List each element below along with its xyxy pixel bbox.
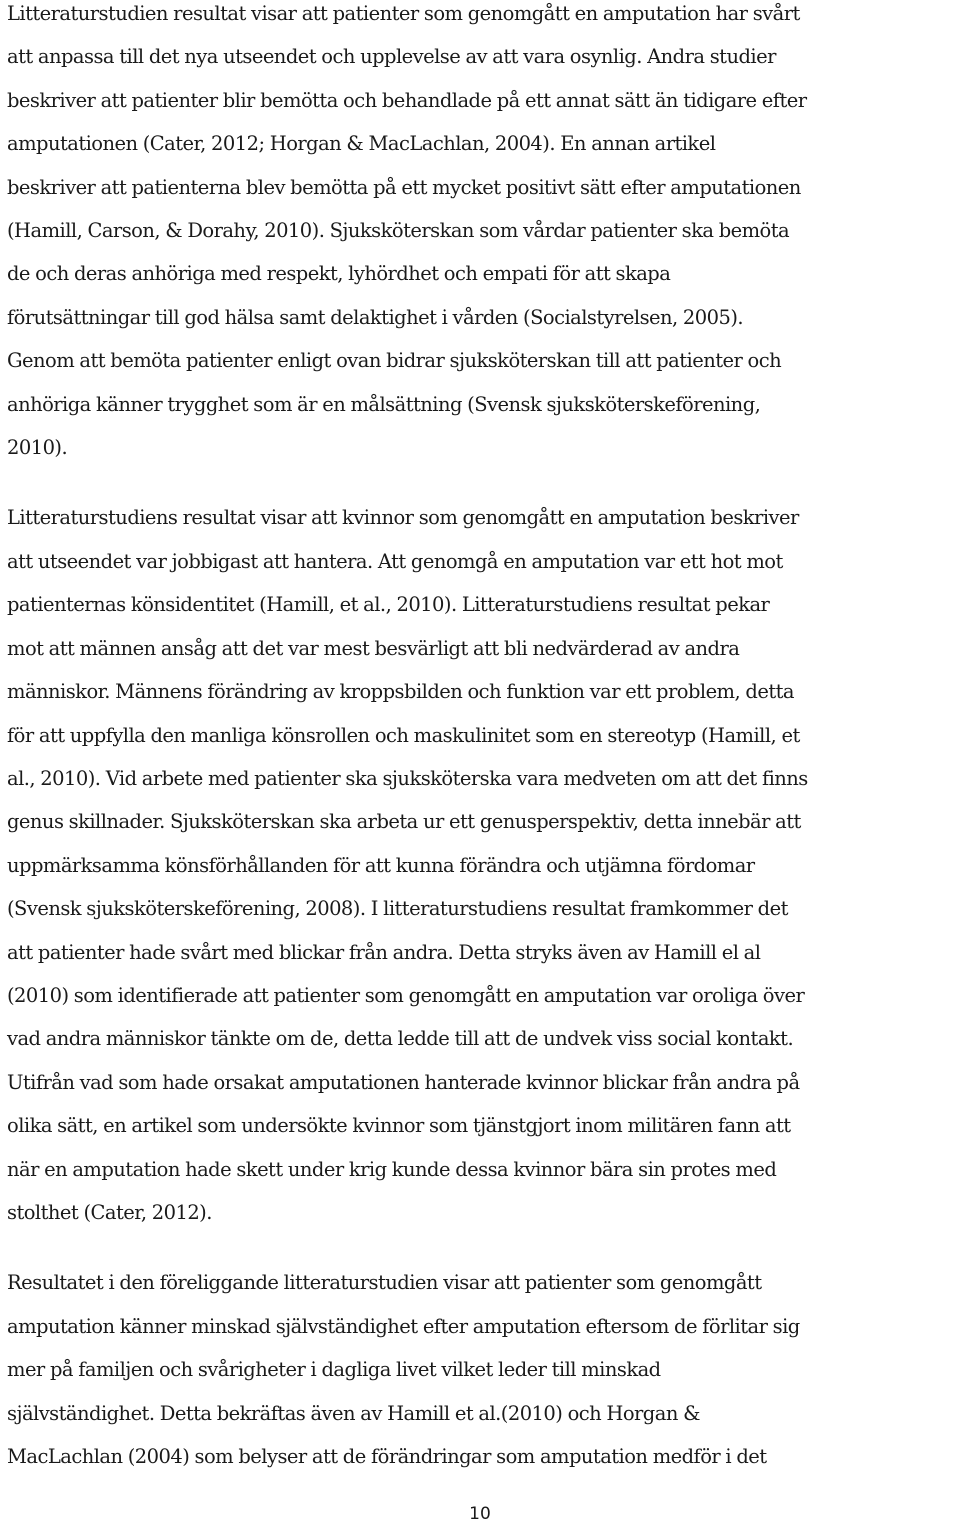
text-line: 2010). [7, 436, 68, 460]
text-line: al., 2010). Vid arbete med patienter ska sjuksköterska vara medveten om att det finns [7, 766, 808, 790]
text-line: beskriver att patienter blir bemötta och behandlade på ett annat sätt än tidigare efter [7, 88, 807, 112]
text-line: Litteraturstudien resultat visar att patienter som genomgått en amputation har svårt [7, 2, 800, 25]
text-line: förutsättningar till god hälsa samt delaktighet i vården (Socialstyrelsen, 2005). [7, 305, 744, 329]
paragraph-1 [7, 0, 955, 469]
text-line: amputation känner minskad självständighet efter amputation eftersom de förlitar sig [7, 1314, 800, 1338]
text-line: beskriver att patienterna blev bemötta på ett mycket positivt sätt efter amputationen [7, 175, 801, 199]
text-line: (Svensk sjuksköterskeförening, 2008). I litteraturstudiens resultat framkommer det [7, 897, 788, 921]
text-line: vad andra människor tänkte om de, detta ledde till att de undvek viss social kontakt. [7, 1027, 794, 1051]
document-body [7, 0, 955, 1478]
text-line: de och deras anhöriga med respekt, lyhördhet och empati för att skapa [7, 262, 671, 286]
text-line: stolthet (Cater, 2012). [7, 1200, 212, 1224]
text-line: (2010) som identifierade att patienter som genomgått en amputation var oroliga över [7, 983, 805, 1007]
text-line: mer på familjen och svårigheter i dagliga livet vilket leder till minskad [7, 1358, 661, 1382]
text-line: uppmärksamma könsförhållanden för att kunna förändra och utjämna fördomar [7, 853, 755, 877]
text-line: (Hamill, Carson, & Dorahy, 2010). Sjuksköterskan som vårdar patienter ska bemöta [7, 219, 790, 243]
text-line: anhöriga känner trygghet som är en målsättning (Svensk sjuksköterskeförening, [7, 392, 761, 416]
text-line: mot att männen ansåg att det var mest besvärligt att bli nedvärderad av andra [7, 636, 740, 660]
text-line: att anpassa till det nya utseendet och upplevelse av att vara osynlig. Andra studier [7, 45, 776, 69]
text-line: Genom att bemöta patienter enligt ovan bidrar sjuksköterskan till att patienter och [7, 349, 782, 373]
text-line: för att uppfylla den manliga könsrollen och maskulinitet som en stereotyp (Hamill, et [7, 723, 800, 747]
text-line: att utseendet var jobbigast att hantera. Att genomgå en amputation var ett hot mot [7, 549, 783, 573]
text-line: amputationen (Cater, 2012; Horgan & MacLachlan, 2004). En annan artikel [7, 132, 716, 156]
text-line: när en amputation hade skett under krig kunde dessa kvinnor bära sin protes med [7, 1157, 777, 1181]
text-line: MacLachlan (2004) som belyser att de förändringar som amputation medför i det [7, 1445, 767, 1468]
text-line: Litteraturstudiens resultat visar att kvinnor som genomgått en amputation beskriver [7, 506, 799, 530]
text-line: människor. Männens förändring av kroppsbilden och funktion var ett problem, detta [7, 680, 794, 704]
paragraph-3 [7, 1261, 955, 1478]
text-line: att patienter hade svårt med blickar från andra. Detta stryks även av Hamill el al [7, 940, 761, 964]
text-line: genus skillnader. Sjuksköterskan ska arbeta ur ett genusperspektiv, detta innebär att [7, 810, 801, 834]
page-number: 10 [469, 1504, 491, 1524]
text-line: Utifrån vad som hade orsakat amputationen hanterade kvinnor blickar från andra på [7, 1070, 800, 1094]
text-line: självständighet. Detta bekräftas även av Hamill et al.(2010) och Horgan & [7, 1401, 700, 1425]
text-line: patienternas könsidentitet (Hamill, et al., 2010). Litteraturstudiens resultat pekar [7, 593, 770, 617]
text-line: olika sätt, en artikel som undersökte kvinnor som tjänstgjort inom militären fann att [7, 1114, 791, 1138]
paragraph-2 [7, 496, 955, 1234]
text-line: Resultatet i den föreliggande litteraturstudien visar att patienter som genomgått [7, 1271, 762, 1295]
